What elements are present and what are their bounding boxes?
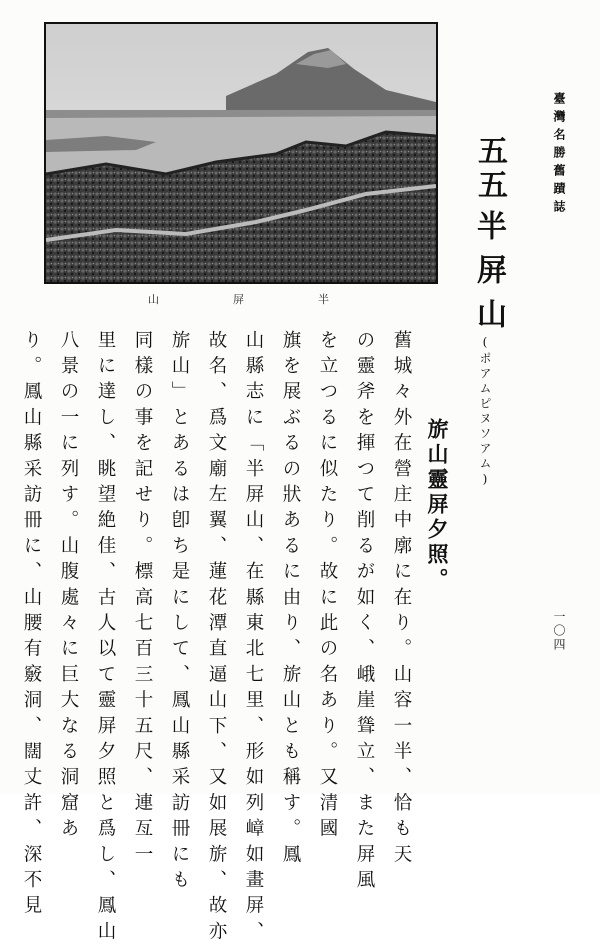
body-column: を立つるに似たり。故に此の名あり。又清國 — [317, 330, 338, 844]
body-column: 旗を展ぶるの狀あるに由り、旂山とも稱す。鳳 — [280, 330, 301, 870]
body-column: の靈斧を揮つて削るが如く、峨崖聳立、また屏風 — [354, 330, 375, 896]
title-furigana: (ポアムピヌソアム) — [478, 335, 492, 489]
body-column: 山縣志に「半屏山、在縣東北七里、形如列嶂如畫屏、 — [243, 330, 264, 947]
photo-caption-char: 半 — [318, 293, 329, 306]
body-column: り。鳳山縣采訪冊に、山腰有竅洞、闊丈許、深不見 — [21, 330, 42, 922]
body-column: 故名、爲文廟左翼、蓮花潭直逼山下、又如展旂、故亦 — [206, 330, 227, 947]
landscape-photo — [44, 22, 438, 284]
running-header: 臺灣名勝舊蹟誌 — [552, 92, 566, 218]
body-column: 旂山」とあるは卽ち是にして、鳳山縣采訪冊にも — [169, 330, 190, 896]
body-column: 里に達し、眺望絶佳、古人以て靈屏夕照と爲し、鳳山 — [95, 330, 116, 947]
page-number: 一〇四 — [552, 610, 566, 652]
subtitle: 旂山靈屏夕照。 — [425, 418, 450, 593]
body-column: 舊城々外在營庄中廓に在り。山容一半、恰も天 — [391, 330, 412, 870]
body-column: 八景の一に列す。山腹處々に巨大なる洞窟あ — [58, 330, 79, 844]
section-title: 半屏山 — [471, 210, 506, 342]
body-column: 同樣の事を記せり。標高七百三十五尺、連亙一 — [132, 330, 153, 870]
photo-caption-char: 屏 — [233, 293, 244, 306]
section-number: 五五 — [472, 135, 507, 203]
photo-caption-char: 山 — [148, 293, 159, 306]
